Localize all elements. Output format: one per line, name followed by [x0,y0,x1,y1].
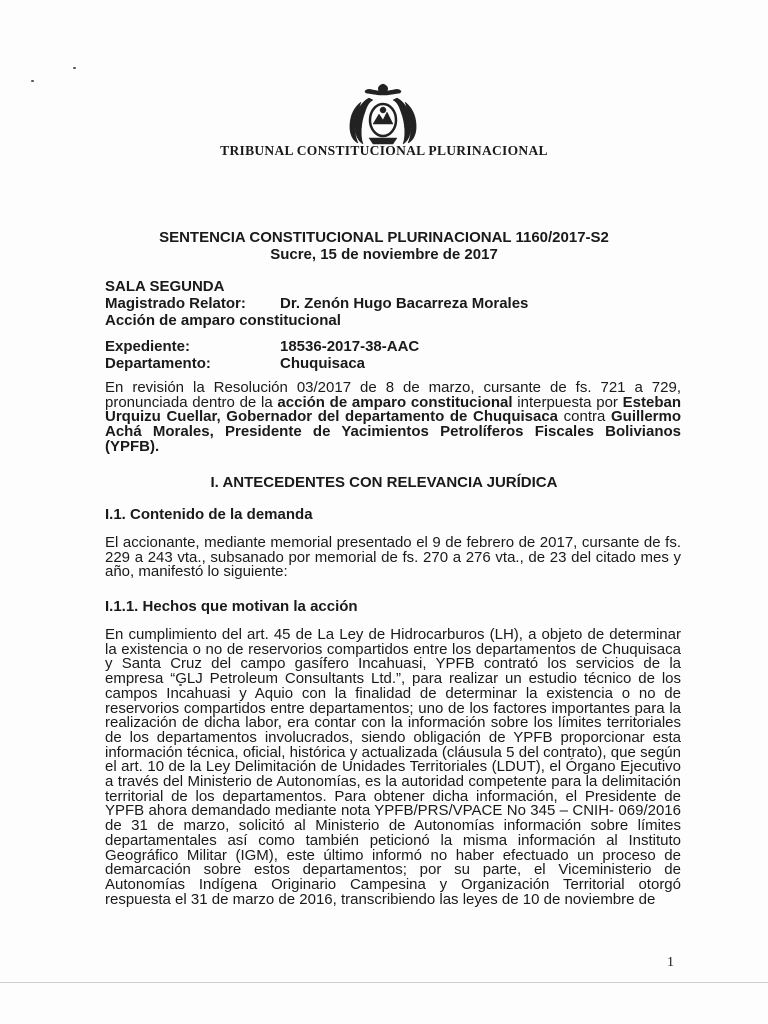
expediente-row [105,338,419,355]
intro-bold-defendant: Guillermo Achá Morales, Presidente de Yacimientos Petrolíferos Fiscales Bolivianos (YPFB). [105,408,681,455]
sala: SALA SEGUNDA [105,278,225,295]
facts-paragraph: En cumplimiento del art. 45 de La Ley de Hidrocarburos (LH), a objeto de determinar la existencia o no de reservorios compartidos entre los departamentos de Chuquisaca y Santa Cruz del campo gasífero Incahuasi, YPFB contrató los servicios de la empresa “GLJ Petroleum Consultants Ltd.”, para realizar un estudio técnico de los campos Incahuasi y Aquio con la finalidad de determinar la existencia o no de reservorios compartidos entre departamentos; uno de los factores importantes para la realización de dicha labor, era contar con la información sobre los límites territoriales de los departamentos involucrados, siendo obligación de YPFB proporcionar esta información técnica, oficial, histórica y actualizada (cláusula 5 del contrato), que según el art. 10 de la Ley Delimitación de Unidades Territoriales (LDUT), el Órgano Ejecutivo a través del Ministerio de Autonomías, es la autoridad competente para la delimitación territorial de los departamentos. Para obtener dicha información, el Presidente de YPFB ahora demandado mediante nota YPFB/PRS/VPACE No 345 – CNIH- 069/2016 de 31 de marzo, solicitó al Ministerio de Autonomías información sobre límites departamentales así como también peticionó la misma información al Instituto Geográfico Militar (IGM), este último informó no haber efectuado un proceso de demarcación sobre estos departamentos; por su parte, el Viceministerio de Autonomías Indígena Originario Campesina y Organización Territorial otorgó respuesta el 31 de marzo de 2016, transcribiendo las leyes de 10 de noviembre de [105,626,681,908]
departamento-label: Departamento: [105,355,211,372]
page-number: 1 [667,955,674,970]
intro-text: En revisión la Resolución 03/2017 de 8 de marzo, cursante de fs. 721 a 729, pronunciada dentro de la [105,379,681,411]
sentence-number: SENTENCIA CONSTITUCIONAL PLURINACIONAL 1160/2017-S2 [159,229,609,246]
demand-paragraph: El accionante, mediante memorial presentado el 9 de febrero de 2017, cursante de fs. 229 a 243 vta., subsanado por memorial de fs. 270 a 276 vta., de 23 del citado mes y año, manifestó lo siguiente: [105,534,681,581]
intro-text: contra [558,408,611,426]
scan-speck [31,80,34,82]
intro-text: interpuesta por [512,393,623,411]
magistrado-value: Dr. Zenón Hugo Bacarreza Morales [280,295,529,312]
intro-bold-plaintiff: Esteban Urquizu Cuellar, Gobernador del departamento de Chuquisaca [105,393,681,426]
sentence-date: Sucre, 15 de noviembre de 2017 [270,246,498,263]
document-title [0,229,768,263]
departamento-value: Chuquisaca [280,355,366,372]
institution-name: TRIBUNAL CONSTITUCIONAL PLURINACIONAL [220,143,548,158]
coat-of-arms-icon [333,82,433,148]
departamento-row [105,355,419,372]
page-bottom-rule [0,982,768,983]
subsubsection-heading: I.1.1. Hechos que motivan la acción [105,598,358,615]
intro-bold-action: acción de amparo constitucional [277,393,513,411]
expediente-value: 18536-2017-38-AAC [280,338,420,355]
accion-type: Acción de amparo constitucional [105,312,341,329]
magistrado-row [105,295,528,312]
scan-speck [73,67,76,69]
intro-paragraph [105,381,681,455]
case-metadata [105,278,528,329]
case-file-info [105,338,419,372]
magistrado-label: Magistrado Relator: [105,295,246,312]
section-heading: I. ANTECEDENTES CON RELEVANCIA JURÍDICA [210,474,558,491]
expediente-label: Expediente: [105,338,191,355]
subsection-heading: I.1. Contenido de la demanda [105,506,313,523]
